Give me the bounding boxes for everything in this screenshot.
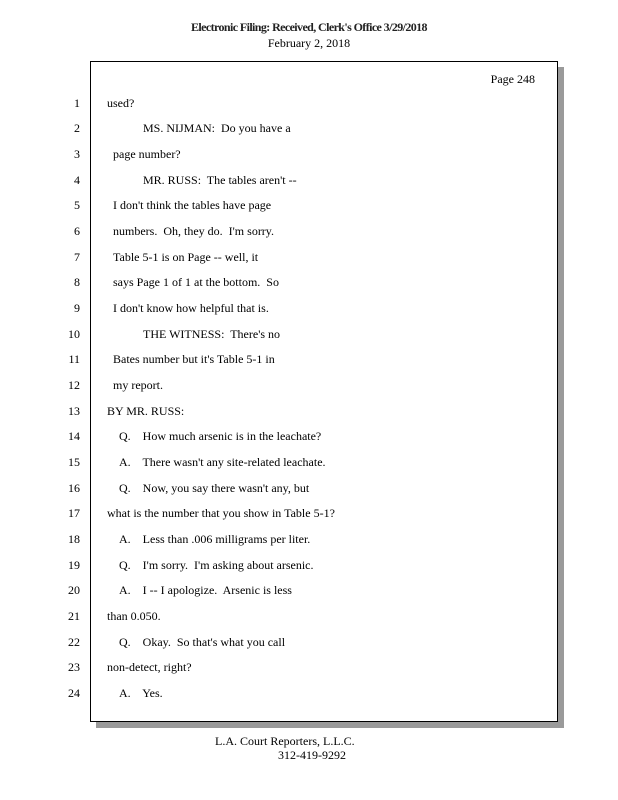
line-number: 23 <box>68 660 80 674</box>
transcript-line: I don't think the tables have page <box>113 198 272 212</box>
transcript-line: MS. NIJMAN: Do you have a <box>143 121 291 135</box>
line-number: 17 <box>68 506 80 520</box>
line-number: 22 <box>68 635 80 649</box>
line-number: 7 <box>74 250 80 264</box>
footer-company: L.A. Court Reporters, L.L.C. <box>215 734 355 748</box>
transcript-line: Q. Okay. So that's what you call <box>119 635 286 649</box>
transcript-line: than 0.050. <box>107 609 161 623</box>
transcript-line: A. There wasn't any site-related leachate. <box>119 455 326 469</box>
line-number: 9 <box>74 301 80 315</box>
transcript-line: non-detect, right? <box>107 660 192 674</box>
line-number: 13 <box>68 404 80 418</box>
transcript-line: THE WITNESS: There's no <box>143 327 281 341</box>
transcript-line: what is the number that you show in Table 5-1? <box>107 506 335 520</box>
line-number: 1 <box>74 96 80 110</box>
line-number: 6 <box>74 224 80 238</box>
transcript-line: Bates number but it's Table 5-1 in <box>113 352 275 366</box>
transcript-line: MR. RUSS: The tables aren't -- <box>143 173 297 187</box>
transcript-line: says Page 1 of 1 at the bottom. So <box>113 275 279 289</box>
transcript-line: numbers. Oh, they do. I'm sorry. <box>113 224 275 238</box>
footer-phone: 312-419-9292 <box>278 748 346 762</box>
transcript-line: page number? <box>113 147 181 161</box>
line-number: 24 <box>68 686 80 700</box>
line-number: 3 <box>74 147 80 161</box>
transcript-line: Table 5-1 is on Page -- well, it <box>113 250 259 264</box>
line-number: 8 <box>74 275 80 289</box>
filing-stamp: Electronic Filing: Received, Clerk's Office 3/29/2018 <box>191 20 427 34</box>
transcript-line: used? <box>107 96 135 110</box>
transcript-line: my report. <box>113 378 163 392</box>
transcript-line: Q. How much arsenic is in the leachate? <box>119 429 322 443</box>
transcript-line: A. I -- I apologize. Arsenic is less <box>119 583 292 597</box>
line-number: 11 <box>68 352 80 366</box>
line-number: 5 <box>74 198 80 212</box>
transcript-line: Q. I'm sorry. I'm asking about arsenic. <box>119 558 314 572</box>
line-number: 19 <box>68 558 80 572</box>
line-number: 12 <box>68 378 80 392</box>
line-number: 20 <box>68 583 80 597</box>
line-number: 10 <box>68 327 80 341</box>
line-number: 14 <box>68 429 80 443</box>
header-date: February 2, 2018 <box>267 36 351 50</box>
line-number: 15 <box>68 455 80 469</box>
transcript-line: Q. Now, you say there wasn't any, but <box>119 481 310 495</box>
line-number: 18 <box>68 532 80 546</box>
line-number: 4 <box>74 173 80 187</box>
line-number: 16 <box>68 481 80 495</box>
line-number: 2 <box>74 121 80 135</box>
transcript-line: A. Less than .006 milligrams per liter. <box>119 532 311 546</box>
line-number: 21 <box>68 609 80 623</box>
page-number: Page 248 <box>490 72 535 86</box>
transcript-line: I don't know how helpful that is. <box>113 301 269 315</box>
transcript-line: BY MR. RUSS: <box>107 404 185 418</box>
transcript-line: A. Yes. <box>119 686 163 700</box>
